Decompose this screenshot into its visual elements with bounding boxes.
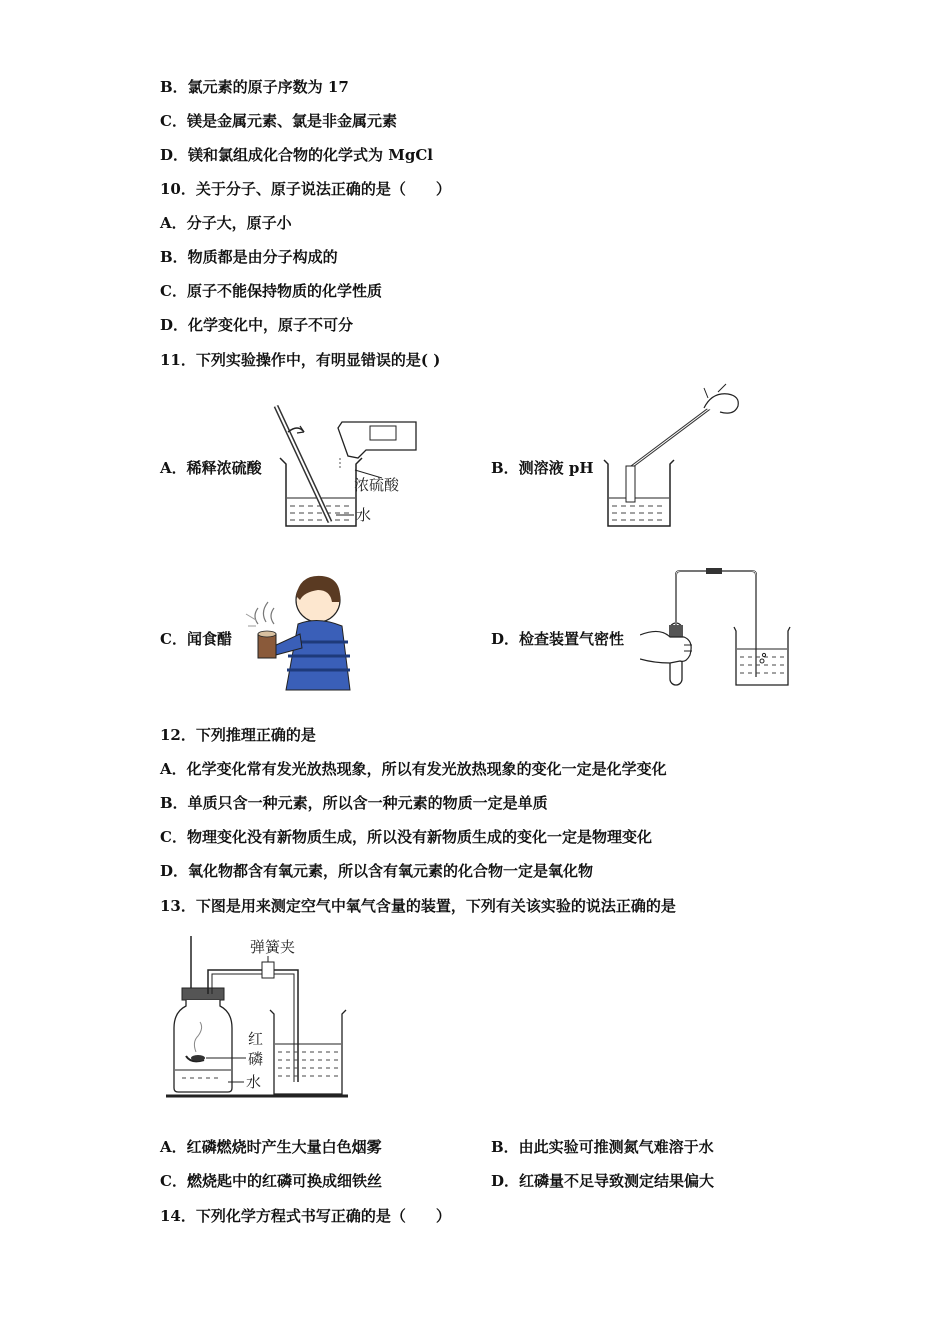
q14-stem: 14．下列化学方程式书写正确的是（ ） <box>160 1207 451 1225</box>
q10-stem: 10．关于分子、原子说法正确的是（ ） <box>160 180 451 198</box>
q11-option-d: D．检查装置气密性 <box>491 630 625 648</box>
smell-vinegar-figure <box>238 572 358 692</box>
q13-option-b: B．由此实验可推测氮气难溶于水 <box>491 1138 714 1156</box>
q12-option-c: C．物理变化没有新物质生成，所以没有新物质生成的变化一定是物理变化 <box>160 828 652 846</box>
q13-option-d: D．红磷量不足导致测定结果偏大 <box>491 1172 715 1190</box>
q12-stem: 12．下列推理正确的是 <box>160 726 316 744</box>
q13-stem: 13．下图是用来测定空气中氧气含量的装置，下列有关该实验的说法正确的是 <box>160 897 676 915</box>
conc-acid-label: 浓硫酸 <box>354 476 400 494</box>
q9-option-b: B．氯元素的原子序数为 17 <box>160 78 349 96</box>
q11-stem: 11．下列实验操作中，有明显错误的是( ) <box>160 351 441 369</box>
oxygen-apparatus-figure <box>166 932 351 1100</box>
q12-option-b: B．单质只含一种元素，所以含一种元素的物质一定是单质 <box>160 794 548 812</box>
airtightness-figure <box>640 565 800 695</box>
water-label-2: 水 <box>246 1073 262 1091</box>
q11-option-a: A．稀释浓硫酸 <box>160 459 262 477</box>
phosphorus-label: 磷 <box>248 1050 264 1068</box>
q9-option-c: C．镁是金属元素、氯是非金属元素 <box>160 112 397 130</box>
spring-clip-label: 弹簧夹 <box>250 938 296 956</box>
q9-option-d: D．镁和氯组成化合物的化学式为 MgCl <box>160 146 433 164</box>
q12-option-d: D．氧化物都含有氧元素，所以含有氧元素的化合物一定是氧化物 <box>160 862 594 880</box>
q11-option-b: B．测溶液 pH <box>491 459 594 477</box>
q13-option-c: C．燃烧匙中的红磷可换成细铁丝 <box>160 1172 382 1190</box>
q13-option-a: A．红磷燃烧时产生大量白色烟雾 <box>160 1138 382 1156</box>
q10-option-b: B．物质都是由分子构成的 <box>160 248 338 266</box>
dilute-acid-figure <box>270 398 430 533</box>
ph-test-figure <box>600 382 750 532</box>
water-label: 水 <box>356 506 372 524</box>
q11-option-c: C．闻食醋 <box>160 630 232 648</box>
red-label: 红 <box>248 1030 264 1048</box>
q10-option-c: C．原子不能保持物质的化学性质 <box>160 282 382 300</box>
q12-option-a: A．化学变化常有发光放热现象，所以有发光放热现象的变化一定是化学变化 <box>160 760 667 778</box>
q10-option-a: A．分子大，原子小 <box>160 214 292 232</box>
q10-option-d: D．化学变化中，原子不可分 <box>160 316 354 334</box>
